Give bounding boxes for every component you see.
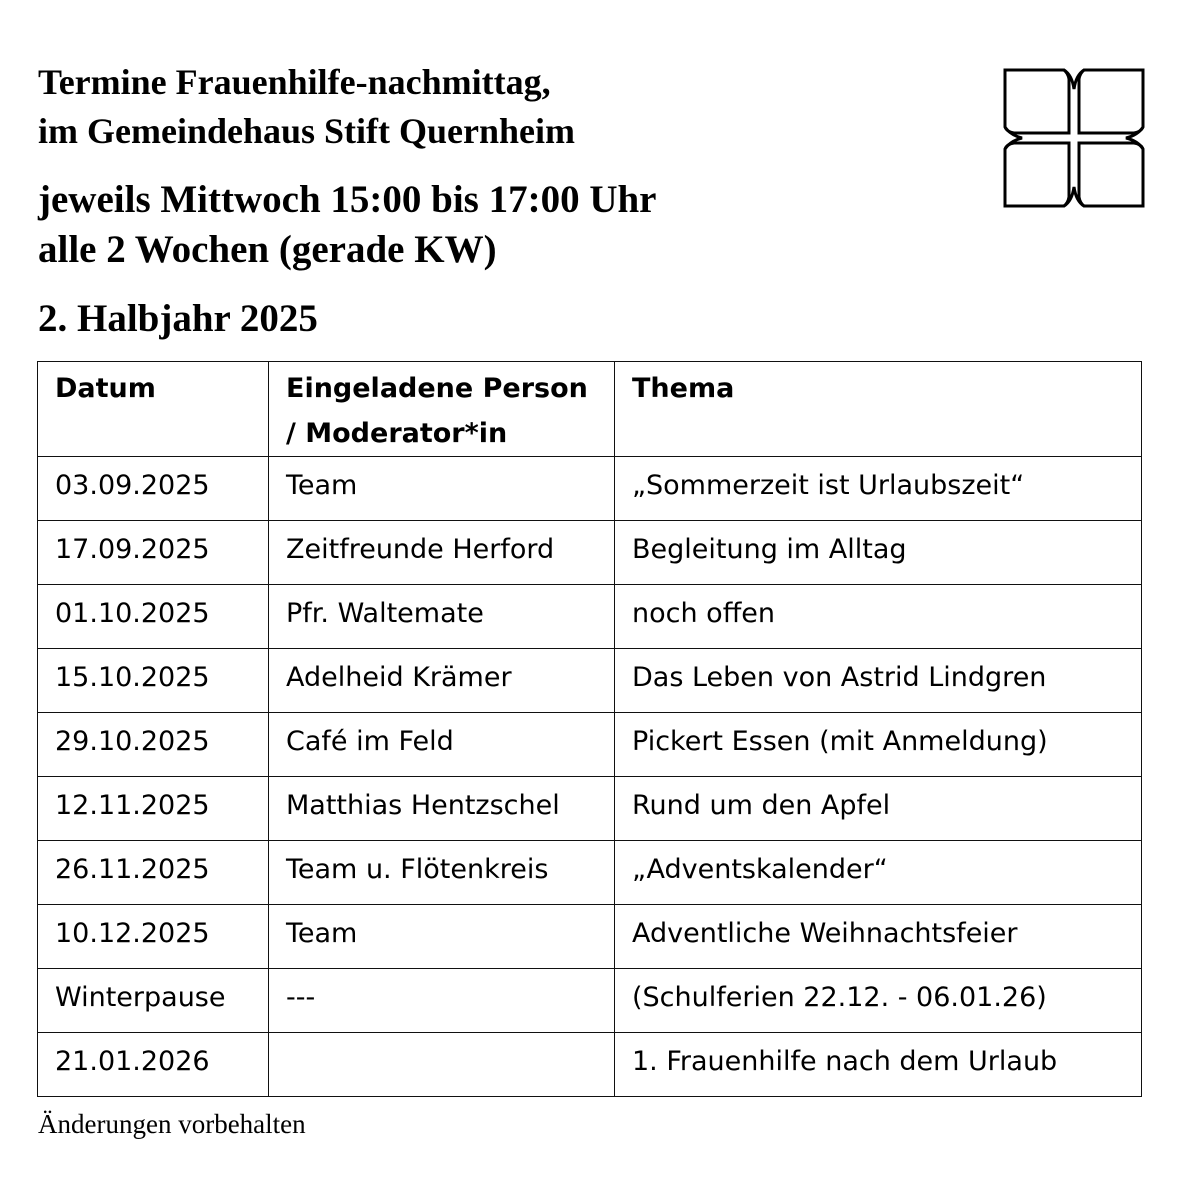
cell-person: Matthias Hentzschel bbox=[269, 777, 615, 841]
cell-person: Pfr. Waltemate bbox=[269, 585, 615, 649]
cell-topic: (Schulferien 22.12. - 06.01.26) bbox=[615, 969, 1142, 1033]
table-row bbox=[38, 777, 1142, 841]
table-row bbox=[38, 969, 1142, 1033]
table-row bbox=[38, 841, 1142, 905]
cell-topic: Pickert Essen (mit Anmeldung) bbox=[615, 713, 1142, 777]
title-line-1: Termine Frauenhilfe-nachmittag, bbox=[38, 62, 551, 102]
cell-topic: noch offen bbox=[615, 585, 1142, 649]
cell-topic: „Sommerzeit ist Urlaubszeit“ bbox=[615, 457, 1142, 521]
column-header-person: Eingeladene Person / Moderator*in bbox=[269, 362, 615, 457]
period-heading: 2. Halbjahr 2025 bbox=[38, 297, 318, 340]
cell-topic: Begleitung im Alltag bbox=[615, 521, 1142, 585]
cell-person: Team bbox=[269, 457, 615, 521]
cell-person: Team u. Flötenkreis bbox=[269, 841, 615, 905]
cell-topic: Rund um den Apfel bbox=[615, 777, 1142, 841]
cell-person: Café im Feld bbox=[269, 713, 615, 777]
cell-date: 10.12.2025 bbox=[38, 905, 269, 969]
cell-date: 03.09.2025 bbox=[38, 457, 269, 521]
table-row bbox=[38, 457, 1142, 521]
cell-date: 15.10.2025 bbox=[38, 649, 269, 713]
cell-person: Adelheid Krämer bbox=[269, 649, 615, 713]
cell-person: Zeitfreunde Herford bbox=[269, 521, 615, 585]
cell-date: 26.11.2025 bbox=[38, 841, 269, 905]
cell-topic: 1. Frauenhilfe nach dem Urlaub bbox=[615, 1033, 1142, 1097]
cell-topic: „Adventskalender“ bbox=[615, 841, 1142, 905]
title-line-2: im Gemeindehaus Stift Quernheim bbox=[38, 111, 575, 151]
cell-topic: Adventliche Weihnachtsfeier bbox=[615, 905, 1142, 969]
footer-note: Änderungen vorbehalten bbox=[38, 1109, 306, 1139]
cell-person bbox=[269, 1033, 615, 1097]
table-row bbox=[38, 905, 1142, 969]
cell-date: 21.01.2026 bbox=[38, 1033, 269, 1097]
cell-date: 17.09.2025 bbox=[38, 521, 269, 585]
schedule-line-1: jeweils Mittwoch 15:00 bis 17:00 Uhr bbox=[38, 178, 657, 221]
schedule-table bbox=[37, 361, 1142, 1097]
cell-topic: Das Leben von Astrid Lindgren bbox=[615, 649, 1142, 713]
cell-date: 12.11.2025 bbox=[38, 777, 269, 841]
table-row bbox=[38, 1033, 1142, 1097]
table-row bbox=[38, 585, 1142, 649]
table-row bbox=[38, 649, 1142, 713]
table-row bbox=[38, 521, 1142, 585]
column-header-topic: Thema bbox=[615, 362, 1142, 457]
column-header-date: Datum bbox=[38, 362, 269, 457]
cell-date: 29.10.2025 bbox=[38, 713, 269, 777]
table-header-row bbox=[38, 362, 1142, 457]
cell-date: Winterpause bbox=[38, 969, 269, 1033]
cell-date: 01.10.2025 bbox=[38, 585, 269, 649]
schedule-line-2: alle 2 Wochen (gerade KW) bbox=[38, 228, 497, 271]
table-row bbox=[38, 713, 1142, 777]
cell-person: Team bbox=[269, 905, 615, 969]
church-cross-icon bbox=[1002, 67, 1146, 209]
cell-person: --- bbox=[269, 969, 615, 1033]
